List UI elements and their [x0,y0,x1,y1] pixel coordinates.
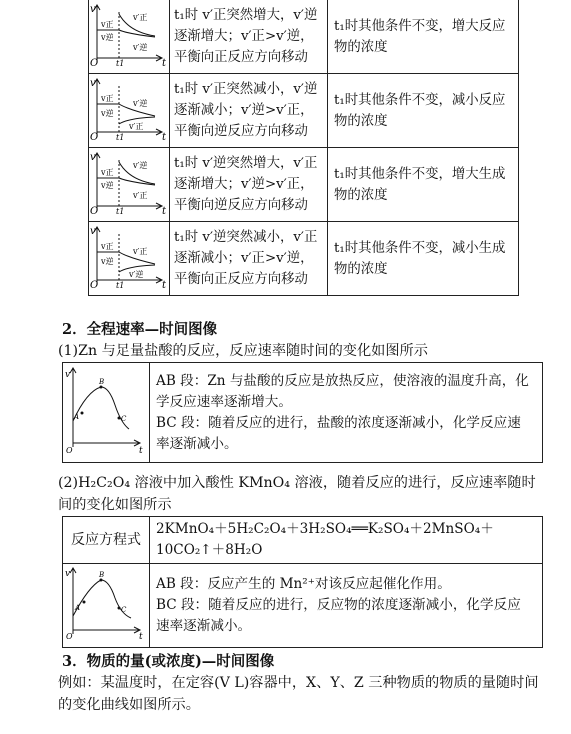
v-axis-label: v [90,78,96,89]
vt-graph-decrease-reactant [89,74,169,140]
origin-label: O [66,632,73,640]
section-heading-3: 3．物质的量(或浓度)—时间图像 [62,653,275,670]
equation-cell: 2KMnO₄＋5H₂C₂O₄＋3H₂SO₄══K₂SO₄＋2MnSO₄＋10CO₂↑＋8H₂O [150,517,543,564]
v-prime-up-label: v′正 [133,247,148,256]
curve-graph-cell [63,564,150,648]
v-prime-up-label: v′正 [133,13,148,22]
v-axis-label: v [90,226,96,237]
origin-label: O [90,280,99,288]
ab-segment-text: AB 段：Zn 与盐酸的反应是放热反应，使溶液的温度升高，化学反应速率逐渐增大。 [156,372,529,410]
rate-curve-graph-1 [63,363,149,455]
point-c-label: C [121,415,127,423]
equation-label-cell: 反应方程式 [63,517,150,564]
curve-graph-cell [63,363,150,463]
point-a-label: A [75,604,81,612]
kmno4-table [62,516,543,648]
intro-paragraph-1: (1)Zn 与足量盐酸的反应，反应速率随时间的变化如图所示 [58,343,428,359]
ab-segment-text: AB 段：反应产生的 Mn²⁺对该反应起催化作用。 [156,576,451,592]
v-forward-label: v正 [101,94,114,103]
origin-label: O [90,58,99,66]
t1-label: t1 [116,207,125,214]
t1-label: t1 [116,281,125,288]
explanation-cell [150,363,543,463]
t-axis-label: t [139,446,143,455]
t-axis-label: t [162,206,167,214]
t1-label: t1 [116,133,125,140]
vt-graph-increase-reactant [89,0,169,66]
description-cell: t₁时 v′正突然减小，v′逆逐渐减小；v′逆>v′正，平衡向逆反应方向移动 [170,74,328,148]
v-reverse-label: v逆 [101,109,114,118]
point-b-label: B [99,378,105,386]
table-row [89,74,519,148]
t-axis-label: t [162,132,167,140]
v-axis-label: v [90,4,96,15]
explanation-cell [150,564,543,648]
v-prime-down-label: v′逆 [133,43,148,52]
v-reverse-label: v逆 [101,257,114,266]
vt-graph-increase-product [89,148,169,214]
table-row [89,222,519,296]
description-cell: t₁时 v′逆突然减小，v′正逐渐减小；v′正>v′逆，平衡向正反应方向移动 [170,222,328,296]
point-a-label: A [74,413,80,421]
v-forward-label: v正 [101,242,114,251]
graph-cell [89,74,170,148]
t-axis-label: t [162,280,167,288]
section3-paragraph: 例如：某温度时，在定容(V L)容器中，X、Y、Z 三种物质的物质的量随时间的变化曲线如图所示。 [58,675,539,713]
v-axis-label: v [90,152,96,163]
v-axis-label: v [65,569,71,579]
bc-segment-text: BC 段：随着反应的进行，反应物的浓度逐渐减小，化学反应速率逐渐减小。 [156,597,521,634]
table-row [63,363,543,463]
v-reverse-label: v逆 [101,181,114,190]
v-forward-label: v正 [101,20,114,29]
description-cell: t₁时 v′正突然增大，v′逆逐渐增大；v′正>v′逆，平衡向正反应方向移动 [170,0,328,74]
graph-cell [89,222,170,296]
graph-cell [89,148,170,222]
rate-curve-graph-2 [63,564,149,640]
point-c-label: C [121,606,127,614]
table-row [63,517,543,564]
origin-label: O [90,206,99,214]
t-axis-label: t [162,58,167,66]
graph-cell [89,0,170,74]
table-row [63,564,543,648]
t1-label: t1 [116,59,125,66]
table-row [89,0,519,74]
point-b-label: B [99,571,105,579]
v-forward-label: v正 [101,168,114,177]
v-axis-label: v [65,370,71,380]
zn-hcl-table [62,362,543,463]
intro-paragraph-2: (2)H₂C₂O₄ 溶液中加入酸性 KMnO₄ 溶液，随着反应的进行，反应速率随时间的变化如图所示 [58,475,536,513]
condition-cell: t₁时其他条件不变，减小生成物的浓度 [328,222,519,296]
v-prime-down-label: v′正 [129,122,144,131]
condition-cell: t₁时其他条件不变，减小反应物的浓度 [328,74,519,148]
vt-graph-decrease-product [89,222,169,288]
v-prime-down-label: v′正 [133,191,148,200]
origin-label: O [90,132,99,140]
v-prime-up-label: v′逆 [133,99,148,108]
rate-change-table [88,0,519,296]
v-reverse-label: v逆 [101,33,114,42]
condition-cell: t₁时其他条件不变，增大反应物的浓度 [328,0,519,74]
v-prime-down-label: v′逆 [129,270,144,279]
t-axis-label: t [139,632,143,640]
v-prime-up-label: v′逆 [133,161,148,170]
section-heading-2: 2．全程速率—时间图像 [62,321,218,338]
description-cell: t₁时 v′逆突然增大，v′正逐渐增大；v′逆>v′正，平衡向逆反应方向移动 [170,148,328,222]
bc-segment-text: BC 段：随着反应的进行，盐酸的浓度逐渐减小，化学反应速率逐渐减小。 [156,414,521,452]
condition-cell: t₁时其他条件不变，增大生成物的浓度 [328,148,519,222]
table-row [89,148,519,222]
origin-label: O [66,446,73,455]
